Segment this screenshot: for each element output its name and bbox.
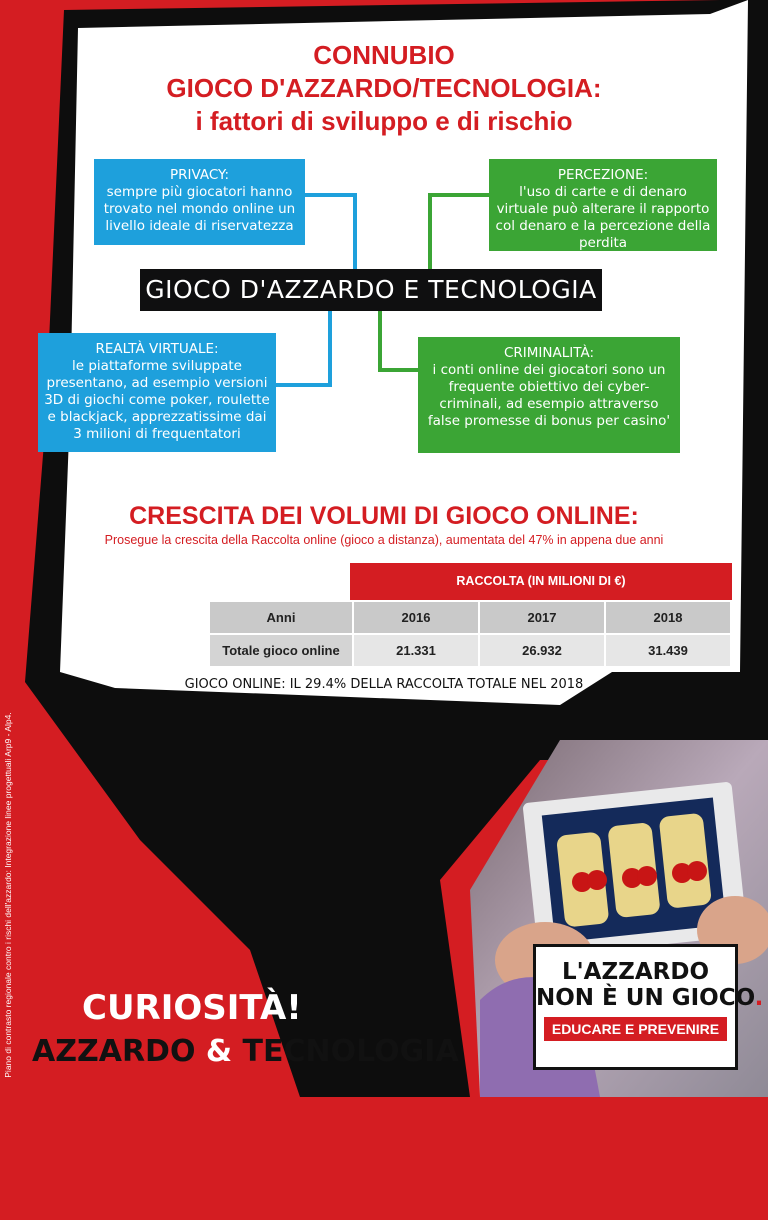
percezione-text: l'uso di carte e di denaro virtuale può alterare il rapporto col denaro e la percezione della perdita [495,184,711,251]
table-row [209,601,731,634]
value-cell: 21.331 [353,634,479,667]
criminalita-text: i conti online dei giocatori sono un frequente obiettivo dei cyber-criminali, ad esempio attraverso false promesse di bonus per casino' [427,362,671,429]
privacy-box [94,159,305,245]
realta-virtuale-box [38,333,276,452]
side-note: Piano di contrasto regionale contro i rischi dell'azzardo: Integrazione linee progettuali Arp9 - Alp4. [3,712,13,1078]
badge-line-1: L'AZZARDO [561,959,709,985]
year-cell: 2018 [605,601,731,634]
title-line-2: GIOCO D'AZZARDO/TECNOLOGIA: [166,73,602,103]
growth-subtitle: Prosegue la crescita della Raccolta online (gioco a distanza), aumentata del 47% in appena due anni [104,533,664,547]
tecnologia-word: TECNOLOGIA [242,1034,459,1069]
azzardo-word: AZZARDO [32,1034,196,1069]
table-title: RACCOLTA (IN MILIONI DI €) [350,563,732,600]
badge-line-2: NON È UN GIOCO [536,985,755,1011]
table-row [209,634,731,667]
campaign-badge [533,944,764,1070]
ampersand: & [205,1034,233,1069]
percezione-box [489,159,717,251]
badge-line-3: EDUCARE E PREVENIRE [544,1017,727,1041]
azzardo-tecnologia-title [32,1034,459,1069]
realta-text: le piattaforme sviluppate presentano, ad esempio versioni 3D di giochi come poker, roulette e blackjack, apprezzatissime dai 3 milioni di frequentatori [44,358,270,442]
realta-title: REALTÀ VIRTUALE: [95,341,219,357]
criminalita-box [418,337,680,453]
row-label: Totale gioco online [209,634,353,667]
year-cell: 2017 [479,601,605,634]
title-line-3: i fattori di sviluppo e di rischio [195,106,573,136]
value-cell: 26.932 [479,634,605,667]
percezione-title: PERCEZIONE: [557,167,649,183]
privacy-title: PRIVACY: [169,167,230,183]
row-header-label: Anni [209,601,353,634]
badge-dot: . [754,985,764,1011]
criminalita-title: CRIMINALITÀ: [504,345,594,361]
value-cell: 31.439 [605,634,731,667]
growth-note: GIOCO ONLINE: IL 29.4% DELLA RACCOLTA TOTALE NEL 2018 [184,677,584,692]
growth-title: CRESCITA DEI VOLUMI DI GIOCO ONLINE: [129,502,639,530]
title-line-1: CONNUBIO [313,40,455,70]
curiosita-title: CURIOSITÀ! [82,988,302,1028]
center-label: GIOCO D'AZZARDO E TECNOLOGIA [140,269,602,311]
privacy-text: sempre più giocatori hanno trovato nel mondo online un livello ideale di riservatezza [103,184,296,234]
badge-line-2-wrap [536,985,764,1011]
year-cell: 2016 [353,601,479,634]
raccolta-table [208,600,732,668]
